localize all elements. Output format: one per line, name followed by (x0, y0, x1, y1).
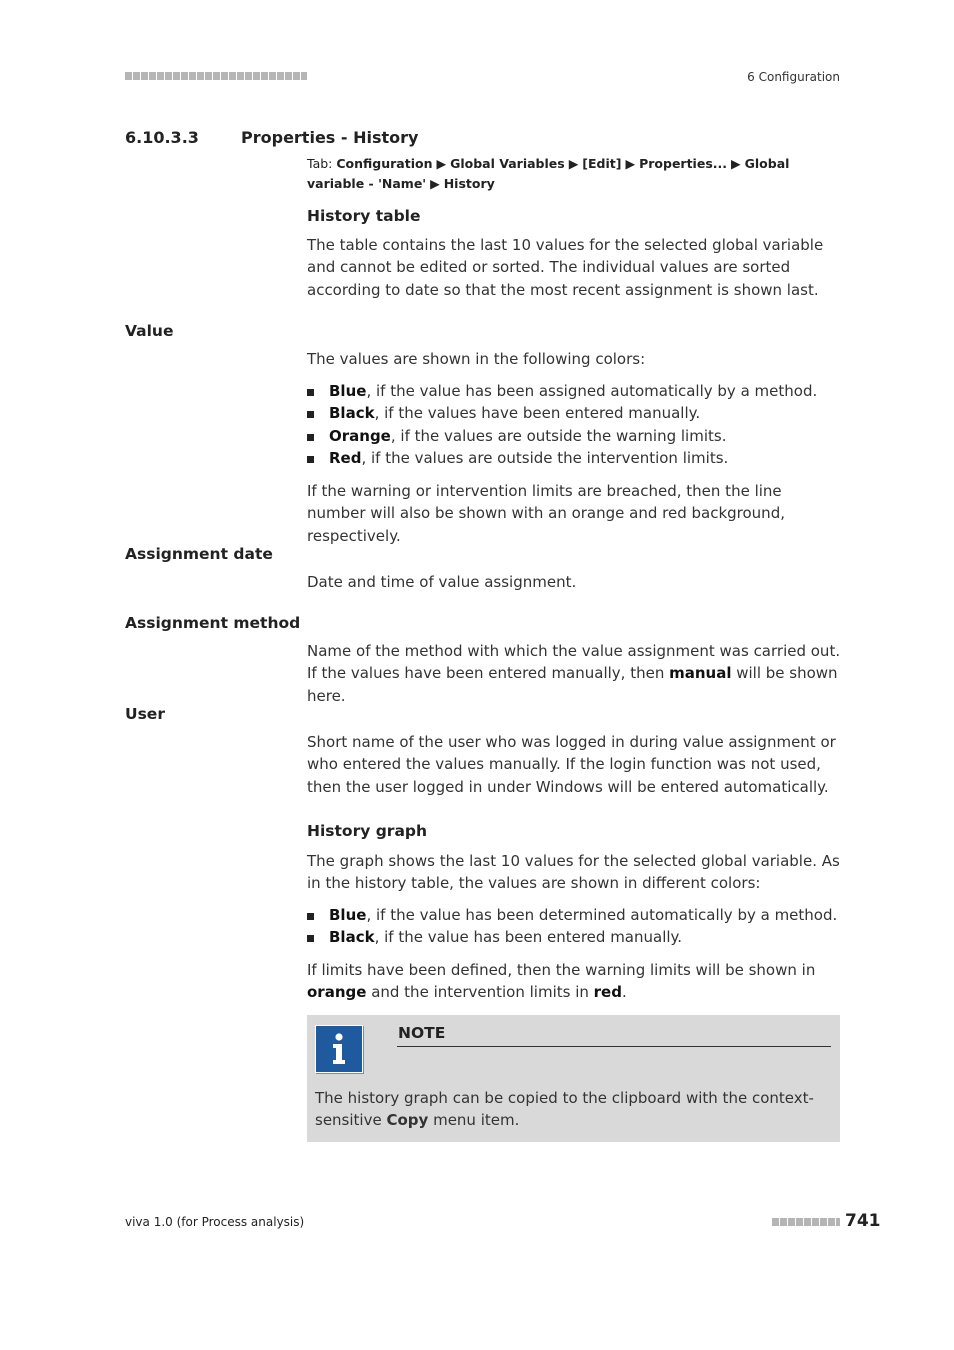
value-intro: The values are shown in the following colors: (307, 350, 646, 368)
tab-path-segment: [Edit] (582, 156, 622, 171)
section-number: 6.10.3.3 (125, 128, 199, 147)
user-text: Short name of the user who was logged in during value assignment or who entered the values manually. If the login function was not used, then the user logged in under Windows will be entered automatically. (307, 733, 836, 796)
history-table-heading: History table (307, 207, 421, 225)
info-icon (315, 1025, 363, 1073)
note-text: The history graph can be copied to the clipboard with the context-sensitive Copy menu item. (315, 1089, 814, 1130)
assignment-date-text: Date and time of value assignment. (307, 573, 577, 591)
history-graph-limits: If limits have been defined, then the warning limits will be shown in orange and the intervention limits in red. (307, 961, 816, 1002)
footer-decoration (772, 1218, 840, 1226)
page-number: 741 (845, 1211, 881, 1231)
tab-path-prefix: Tab: (307, 156, 333, 171)
history-graph-intro: The graph shows the last 10 values for the selected global variable. As in the history table, the values are shown in different colors: (307, 852, 840, 893)
tab-path-separator: ▶ (568, 156, 579, 171)
note-divider (397, 1046, 831, 1047)
list-item: Black, if the value has been entered manually. (307, 926, 842, 948)
list-item: Blue, if the value has been assigned automatically by a method. (307, 380, 842, 402)
value-after: If the warning or intervention limits are breached, then the line number will also be shown with an orange and red background, respectively. (307, 482, 785, 545)
list-item: Red, if the values are outside the intervention limits. (307, 447, 842, 469)
header-decoration (125, 72, 307, 80)
term-assignment-method: Assignment method (125, 614, 301, 632)
value-color-list (307, 380, 842, 469)
section-title: Properties - History (241, 128, 419, 147)
graph-color-list (307, 904, 842, 949)
term-value: Value (125, 322, 174, 340)
tab-path-separator: ▶ (731, 156, 741, 171)
tab-path-separator: ▶ (436, 156, 447, 171)
tab-path-separator: ▶ (625, 156, 636, 171)
tab-path-separator: ▶ (430, 176, 440, 191)
chapter-label: 6 Configuration (747, 70, 840, 84)
footer-product: viva 1.0 (for Process analysis) (125, 1215, 305, 1229)
history-graph-heading: History graph (307, 822, 428, 840)
term-assignment-date: Assignment date (125, 545, 273, 563)
history-table-intro: The table contains the last 10 values for the selected global variable and cannot be edited or sorted. The individual values are sorted according to date so that the most recent assignment is shown last. (307, 236, 824, 299)
list-item: Blue, if the value has been determined automatically by a method. (307, 904, 842, 926)
list-item: Black, if the values have been entered manually. (307, 402, 842, 424)
tab-path-segment: Global variable - 'Name' (307, 156, 790, 191)
tab-path-segment: Properties... (639, 156, 728, 171)
note-title: NOTE (398, 1024, 446, 1042)
tab-path-segment: History (443, 176, 495, 191)
term-user: User (125, 705, 165, 723)
tab-path-segment: Global Variables (450, 156, 565, 171)
tab-path-segment: Configuration (336, 156, 433, 171)
assignment-method-text: Name of the method with which the value assignment was carried out. If the values have been entered manually, then manual will be shown here. (307, 642, 841, 705)
list-item: Orange, if the values are outside the warning limits. (307, 425, 842, 447)
tab-path (307, 154, 842, 194)
